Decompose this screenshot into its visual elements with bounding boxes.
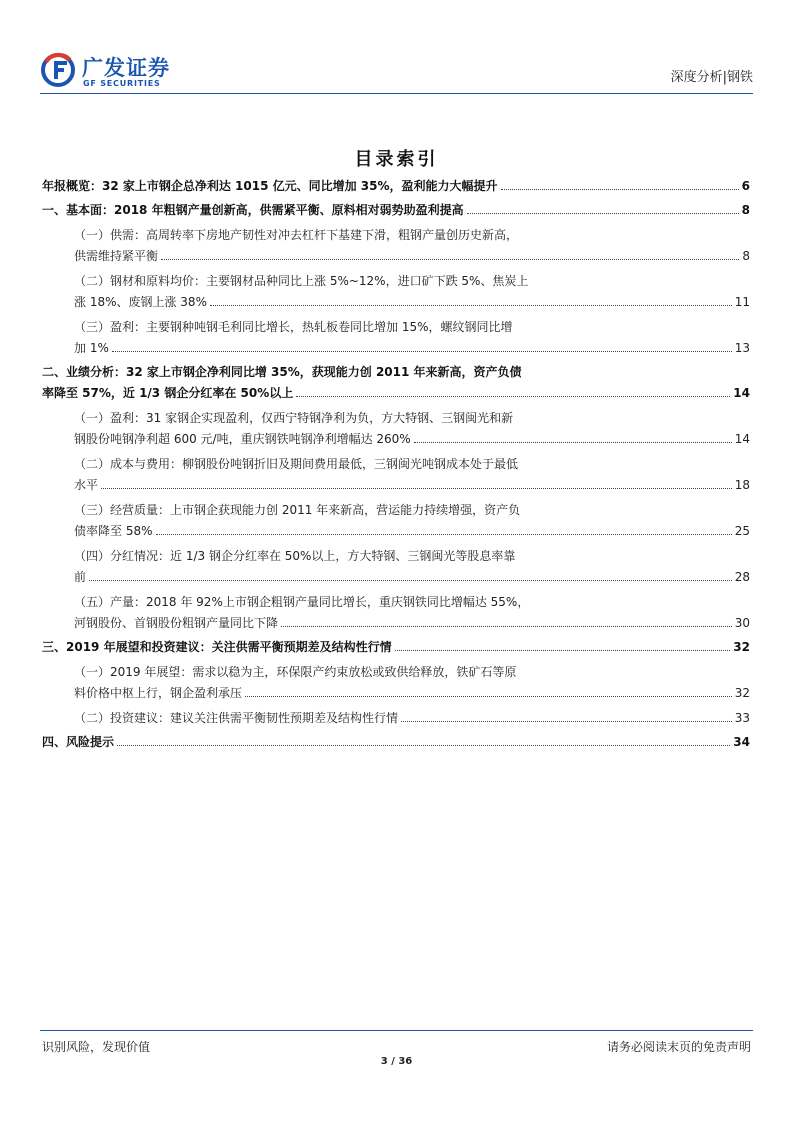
toc-page-number: 32 xyxy=(734,686,750,700)
toc-entry-text: 率降至 57%，近 1/3 钢企分红率在 50%以上 xyxy=(42,386,294,400)
toc-entry-text: （五）产量：2018 年 92%上市钢企粗钢产量同比增长，重庆钢铁同比增幅达 55%， xyxy=(74,595,530,609)
toc-line xyxy=(74,613,750,634)
toc-line xyxy=(74,475,750,496)
toc-line xyxy=(74,546,750,567)
toc-section[interactable] xyxy=(42,176,750,197)
toc-line xyxy=(74,429,750,450)
toc-line xyxy=(74,271,750,292)
toc-entry-text: 三、2019 年展望和投资建议：关注供需平衡预期差及结构性行情 xyxy=(42,640,392,654)
toc-leader-dots xyxy=(89,580,732,581)
toc-list xyxy=(42,176,750,753)
report-type: 深度分析|钢铁 xyxy=(670,70,753,85)
toc-line xyxy=(74,225,750,246)
toc-entry-text: （一）2019 年展望：需求以稳为主，环保限产约束放松或致供给释放，铁矿石等原 xyxy=(74,665,517,679)
toc-leader-dots xyxy=(395,650,731,651)
toc-leader-dots xyxy=(281,626,732,627)
toc-leader-dots xyxy=(501,189,739,190)
toc-subsection[interactable] xyxy=(74,546,750,588)
toc-line xyxy=(74,567,750,588)
toc-page-number: 32 xyxy=(733,640,750,654)
toc-line xyxy=(74,683,750,704)
toc-page-number: 30 xyxy=(734,616,750,630)
toc-entry-text: 涨 18%、废钢上涨 38% xyxy=(74,295,207,309)
toc-page-number: 18 xyxy=(734,478,750,492)
toc-subsection[interactable] xyxy=(74,225,750,267)
toc-entry-text: 加 1% xyxy=(74,341,109,355)
page-header xyxy=(40,48,753,92)
toc-line xyxy=(42,383,750,404)
toc-entry-text: （一）供需：高周转率下房地产韧性对冲去杠杆下基建下滑，粗钢产量创历史新高， xyxy=(74,228,519,242)
toc-entry-text: 钢股份吨钢净利超 600 元/吨，重庆钢铁吨钢净利增幅达 260% xyxy=(74,432,411,446)
toc-subsection[interactable] xyxy=(74,454,750,496)
toc-subsection[interactable] xyxy=(74,317,750,359)
toc-entry-text: 前 xyxy=(74,570,87,584)
page-number: 3 / 36 xyxy=(380,1056,413,1067)
toc-line xyxy=(74,246,750,267)
toc-line xyxy=(74,338,750,359)
toc-title: 目录索引 xyxy=(354,149,439,170)
toc-line xyxy=(42,176,750,197)
toc-subsection[interactable] xyxy=(74,662,750,704)
toc-page-number: 6 xyxy=(741,179,750,193)
toc-subsection[interactable] xyxy=(74,271,750,313)
toc-leader-dots xyxy=(161,259,739,260)
toc-line xyxy=(74,292,750,313)
toc-page-number: 25 xyxy=(734,524,750,538)
toc-leader-dots xyxy=(414,442,732,443)
toc-page-number: 33 xyxy=(734,711,750,725)
toc-leader-dots xyxy=(210,305,732,306)
toc-line xyxy=(42,637,750,658)
header-divider xyxy=(40,93,753,94)
toc-page-number: 8 xyxy=(741,203,750,217)
toc-line xyxy=(42,732,750,753)
toc-entry-text: 河钢股份、首钢股份粗钢产量同比下降 xyxy=(74,616,279,630)
toc-subsection[interactable] xyxy=(74,592,750,634)
toc-entry-text: 年报概览：32 家上市钢企总净利达 1015 亿元、同比增加 35%，盈利能力大幅提升 xyxy=(42,179,498,193)
toc-entry-text: 四、风险提示 xyxy=(42,735,115,749)
toc-line xyxy=(42,200,750,221)
toc-entry-text: 一、基本面：2018 年粗钢产量创新高，供需紧平衡、原料相对弱势助盈利提高 xyxy=(42,203,464,217)
toc-leader-dots xyxy=(296,396,730,397)
toc-line xyxy=(74,454,750,475)
toc-page-number: 14 xyxy=(734,432,750,446)
toc-entry-text: （二）投资建议：建议关注供需平衡韧性预期差及结构性行情 xyxy=(74,711,399,725)
toc-leader-dots xyxy=(101,488,732,489)
toc-section[interactable] xyxy=(42,732,750,753)
toc-page-number: 13 xyxy=(734,341,750,355)
toc-line xyxy=(74,408,750,429)
toc-entry-text: 债率降至 58% xyxy=(74,524,153,538)
toc-entry-text: （一）盈利：31 家钢企实现盈利，仅西宁特钢净利为负，方大特钢、三钢闽光和新 xyxy=(74,411,514,425)
toc-line xyxy=(42,362,750,383)
toc-leader-dots xyxy=(156,534,732,535)
gf-logo-icon xyxy=(40,52,76,88)
toc-entry-text: 水平 xyxy=(74,478,99,492)
toc-entry-text: （二）钢材和原料均价：主要钢材品种同比上涨 5%~12%，进口矿下跌 5%、焦炭上 xyxy=(74,274,529,288)
toc-page-number: 14 xyxy=(733,386,750,400)
toc-subsection[interactable] xyxy=(74,708,750,729)
footer-slogan: 识别风险，发现价值 xyxy=(42,1040,151,1054)
toc-entry-text: 二、业绩分析：32 家上市钢企净利同比增 35%，获现能力创 2011 年来新高，资产负债 xyxy=(42,365,522,379)
toc-entry-text: （二）成本与费用：柳钢股份吨钢折旧及期间费用最低，三钢闽光吨钢成本处于最低 xyxy=(74,457,519,471)
toc-entry-text: （三）经营质量：上市钢企获现能力创 2011 年来新高，营运能力持续增强，资产负 xyxy=(74,503,521,517)
toc-entry-text: 料价格中枢上行，钢企盈利承压 xyxy=(74,686,243,700)
toc-leader-dots xyxy=(401,721,732,722)
toc-entry-text: 供需维持紧平衡 xyxy=(74,249,159,263)
toc-line xyxy=(74,317,750,338)
footer-disclaimer: 请务必阅读末页的免责声明 xyxy=(606,1040,751,1054)
toc-page-number: 11 xyxy=(734,295,750,309)
toc-leader-dots xyxy=(467,213,739,214)
toc-line xyxy=(74,521,750,542)
logo-text-en: GF SECURITIES xyxy=(83,79,161,88)
toc-page-number: 8 xyxy=(742,249,750,263)
company-logo xyxy=(40,52,220,92)
toc-entry-text: （四）分红情况：近 1/3 钢企分红率在 50%以上，方大特钢、三钢闽光等股息率靠 xyxy=(74,549,516,563)
toc-section[interactable] xyxy=(42,362,750,404)
toc-leader-dots xyxy=(245,696,732,697)
footer-divider xyxy=(40,1030,753,1031)
toc-leader-dots xyxy=(117,745,730,746)
logo-text-cn: 广发证券 xyxy=(82,56,170,80)
toc-line xyxy=(74,708,750,729)
toc-page-number: 34 xyxy=(733,735,750,749)
toc-subsection[interactable] xyxy=(74,408,750,450)
toc-entry-text: （三）盈利：主要钢种吨钢毛利同比增长，热轧板卷同比增加 15%，螺纹钢同比增 xyxy=(74,320,513,334)
toc-section[interactable] xyxy=(42,200,750,221)
toc-leader-dots xyxy=(112,351,732,352)
toc-subsection[interactable] xyxy=(74,500,750,542)
toc-line xyxy=(74,592,750,613)
toc-section[interactable] xyxy=(42,637,750,658)
toc-page-number: 28 xyxy=(734,570,750,584)
toc-line xyxy=(74,662,750,683)
toc-line xyxy=(74,500,750,521)
